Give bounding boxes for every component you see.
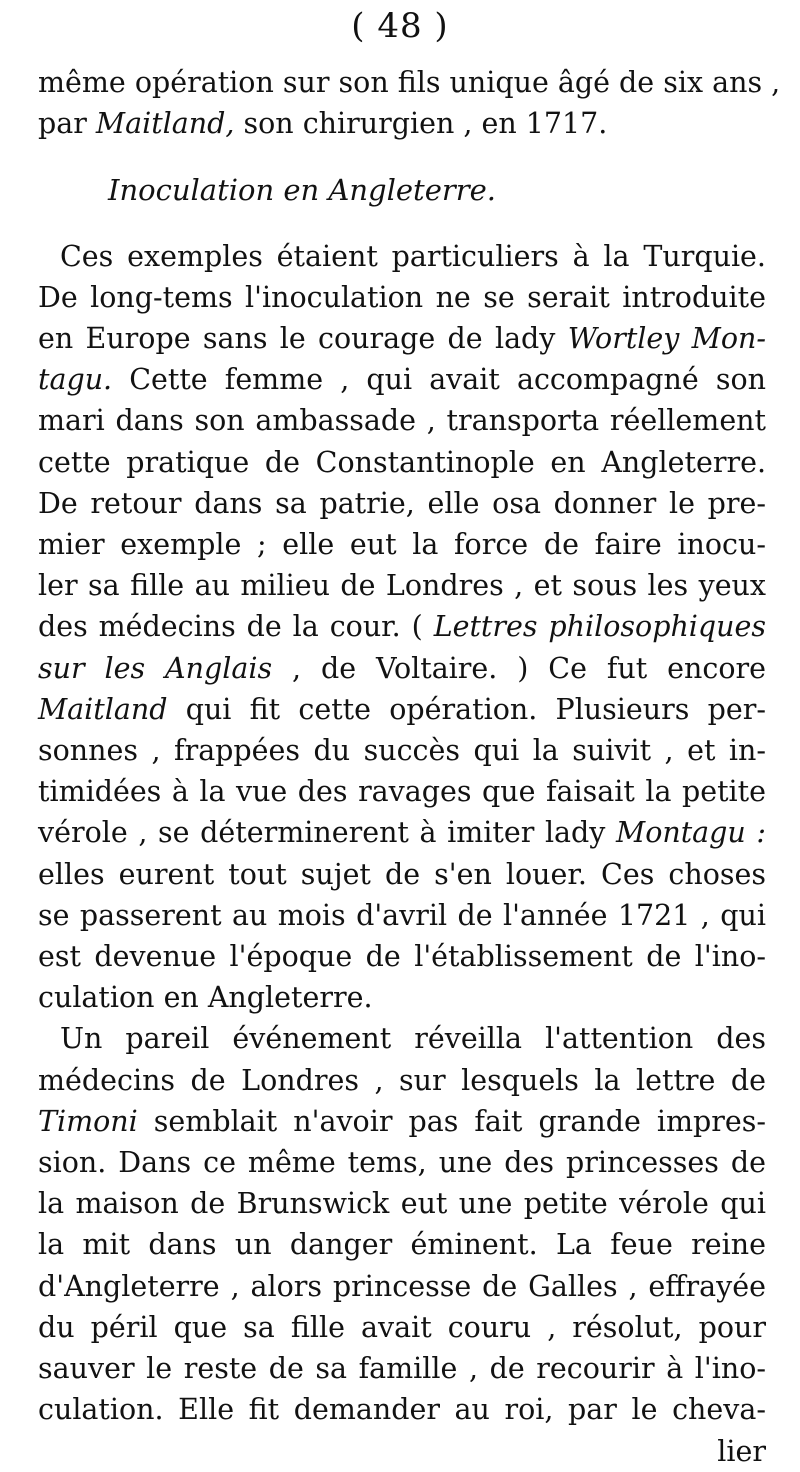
text-run: culation en Angleterre. xyxy=(38,981,373,1015)
text-run: mari dans son ambassade , transporta réellement xyxy=(38,404,766,438)
text-run: sonnes , frappées du succès qui la suivit , et in- xyxy=(38,734,766,768)
spacer xyxy=(38,144,766,170)
text-line xyxy=(38,1348,766,1389)
text-run: est devenue l'époque de l'établissement de l'ino- xyxy=(38,940,766,974)
text-line xyxy=(38,1266,766,1307)
text-line xyxy=(38,483,766,524)
spacer xyxy=(38,212,766,236)
text-run: la mit dans un danger éminent. La feue reine xyxy=(38,1228,766,1262)
italic-run: sur les Anglais xyxy=(38,651,273,685)
text-run: cette pratique de Constantinople en Angleterre. xyxy=(38,445,766,479)
text-line xyxy=(38,730,766,771)
text-run: qui fit cette opération. Plusieurs per- xyxy=(167,692,766,726)
text-run: se passerent au mois d'avril de l'année 1721 , qui xyxy=(38,898,766,932)
section-heading: Inoculation en Angleterre. xyxy=(108,173,496,208)
italic-run: tagu. xyxy=(38,363,113,397)
text-line xyxy=(38,1101,766,1142)
italic-run: Montagu : xyxy=(616,816,766,850)
italic-run: Maitland xyxy=(38,692,168,726)
text-line xyxy=(38,524,766,565)
text-line xyxy=(38,689,766,730)
text-run: ler sa fille au milieu de Londres , et sous les yeux xyxy=(38,569,766,603)
text-line xyxy=(38,1307,766,1348)
text-run: médecins de Londres , sur lesquels la lettre de xyxy=(38,1063,766,1097)
text-line xyxy=(38,400,766,441)
text-line xyxy=(38,1060,766,1101)
text-line xyxy=(38,103,766,144)
text-line xyxy=(38,936,766,977)
text-run: son chirurgien , en 1717. xyxy=(234,107,608,141)
body-text xyxy=(38,62,781,1472)
text-line xyxy=(38,62,781,103)
page-number: ( 48 ) xyxy=(351,6,449,46)
italic-run: Timoni xyxy=(38,1104,138,1138)
text-run: timidées à la vue des ravages que faisait la petite xyxy=(38,775,766,809)
italic-run: Wortley Mon- xyxy=(567,322,767,356)
text-line xyxy=(38,318,766,359)
text-line xyxy=(38,1389,766,1430)
text-run: De long-tems l'inoculation ne se serait introduite xyxy=(38,280,766,314)
text-run: culation. Elle fit demander au roi, par le cheva- xyxy=(38,1393,766,1427)
text-run: lier xyxy=(717,1434,766,1468)
text-run: Cette femme , qui avait accompagné son xyxy=(112,363,766,397)
text-line xyxy=(38,565,766,606)
text-line xyxy=(38,1183,766,1224)
text-run: mier exemple ; elle eut la force de faire inocu- xyxy=(38,528,766,562)
text-line xyxy=(38,359,766,400)
text-line xyxy=(38,442,766,483)
text-line xyxy=(38,977,766,1018)
text-run: elles eurent tout sujet de s'en louer. Ces choses xyxy=(38,857,766,891)
text-run: semblait n'avoir pas fait grande impres- xyxy=(137,1104,766,1138)
text-run: la maison de Brunswick eut une petite vérole qui xyxy=(38,1187,766,1221)
text-line xyxy=(38,648,766,689)
text-run: du péril que sa fille avait couru , résolut, pour xyxy=(38,1310,766,1344)
text-run: vérole , se déterminerent à imiter lady xyxy=(38,816,617,850)
text-line xyxy=(38,854,766,895)
italic-run: Lettres philosophiques xyxy=(433,610,766,644)
text-line xyxy=(38,1224,766,1265)
text-run: sion. Dans ce même tems, une des princesses de xyxy=(38,1146,766,1180)
text-line xyxy=(38,236,766,277)
text-run: Ces exemples étaient particuliers à la Turquie. xyxy=(60,239,766,273)
text-run: des médecins de la cour. ( xyxy=(38,610,434,644)
text-line xyxy=(38,895,766,936)
text-line xyxy=(38,771,766,812)
text-line xyxy=(38,1018,766,1059)
text-run: De retour dans sa patrie, elle osa donner le pre- xyxy=(38,486,766,520)
text-run: , de Voltaire. ) Ce fut encore xyxy=(272,651,766,685)
text-run: Un pareil événement réveilla l'attention des xyxy=(60,1022,766,1056)
text-line xyxy=(38,812,766,853)
text-run: d'Angleterre , alors princesse de Galles , effrayée xyxy=(38,1269,766,1303)
text-line xyxy=(38,277,766,318)
text-line xyxy=(38,606,766,647)
text-line xyxy=(38,1431,766,1472)
text-run: même opération sur son fils unique âgé de six ans , xyxy=(38,66,781,99)
text-run: par xyxy=(38,107,96,141)
text-run: sauver le reste de sa famille , de recourir à l'ino- xyxy=(38,1352,766,1386)
italic-run: Maitland, xyxy=(95,107,235,141)
text-line xyxy=(38,1142,766,1183)
text-run: en Europe sans le courage de lady xyxy=(38,322,568,356)
